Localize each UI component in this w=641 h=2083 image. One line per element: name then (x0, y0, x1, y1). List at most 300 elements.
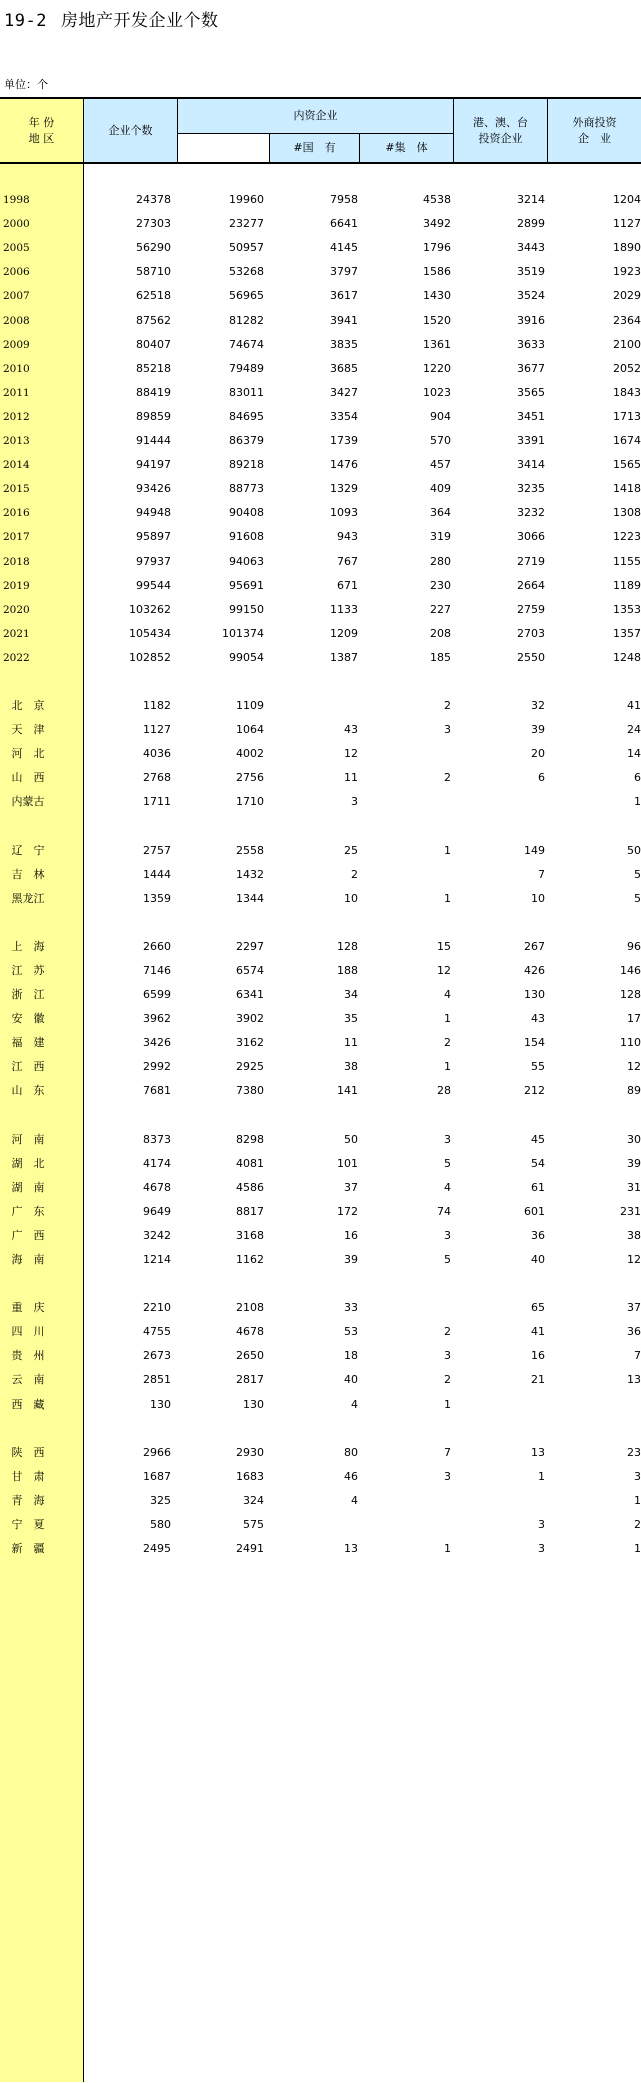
foreign-header-line2: 企 业 (578, 131, 611, 145)
region-row (0, 1515, 641, 1535)
region-row (0, 1370, 641, 1390)
year-row (0, 214, 641, 234)
region-label: 吉 林 (11, 868, 45, 881)
table-cell: 3797 (330, 265, 358, 278)
table-cell: 2992 (143, 1060, 171, 1073)
table-cell: 3962 (143, 1012, 171, 1025)
table-cell: 230 (430, 579, 451, 592)
table-cell: 2756 (236, 771, 264, 784)
table-cell: 2757 (143, 844, 171, 857)
table-cell: 6341 (236, 988, 264, 1001)
year-row (0, 359, 641, 379)
table-cell: 1155 (613, 555, 641, 568)
table-cell: 2719 (517, 555, 545, 568)
table-cell: 3427 (330, 386, 358, 399)
table-cell: 88419 (136, 386, 171, 399)
region-label: 宁 夏 (11, 1518, 45, 1531)
table-cell: 1586 (423, 265, 451, 278)
table-cell: 15 (437, 940, 451, 953)
year-row (0, 335, 641, 355)
year-row (0, 552, 641, 572)
table-cell: 130 (150, 1398, 171, 1411)
table-cell: 24378 (136, 193, 171, 206)
table-cell: 2 (444, 1373, 451, 1386)
region-label: 江 苏 (11, 964, 45, 977)
table-cell: 146 (620, 964, 641, 977)
table-cell: 1 (444, 844, 451, 857)
header-divider (83, 99, 84, 162)
table-cell: 943 (337, 530, 358, 543)
region-row (0, 696, 641, 716)
table-cell: 41 (627, 699, 641, 712)
table-cell: 2899 (517, 217, 545, 230)
table-cell: 1796 (423, 241, 451, 254)
region-label: 河 南 (11, 1133, 45, 1146)
year-region-header (0, 99, 83, 162)
table-cell: 2817 (236, 1373, 264, 1386)
table-cell: 6641 (330, 217, 358, 230)
year-label: 2013 (3, 435, 30, 447)
table-cell: 94063 (229, 555, 264, 568)
table-cell: 1133 (330, 603, 358, 616)
table-cell: 96 (627, 940, 641, 953)
region-row (0, 937, 641, 957)
table-cell: 84695 (229, 410, 264, 423)
table-cell: 1209 (330, 627, 358, 640)
table-number: 19-2 (4, 11, 47, 31)
table-cell: 45 (531, 1133, 545, 1146)
region-label: 福 建 (11, 1036, 45, 1049)
year-label: 2015 (3, 483, 30, 495)
table-cell: 21 (531, 1373, 545, 1386)
table-cell: 94197 (136, 458, 171, 471)
table-cell: 10 (344, 892, 358, 905)
table-cell: 1476 (330, 458, 358, 471)
region-row (0, 1009, 641, 1029)
table-cell: 2108 (236, 1301, 264, 1314)
table-cell: 1127 (143, 723, 171, 736)
table-cell: 89218 (229, 458, 264, 471)
table-cell: 319 (430, 530, 451, 543)
year-label: 2018 (3, 556, 30, 568)
region-row (0, 1178, 641, 1198)
region-label: 天 津 (11, 723, 45, 736)
region-label: 河 北 (11, 747, 45, 760)
table-cell: 2297 (236, 940, 264, 953)
region-row (0, 768, 641, 788)
header-divider (453, 99, 454, 162)
region-row (0, 1539, 641, 1559)
year-row (0, 479, 641, 499)
year-label: 2010 (3, 363, 30, 375)
table-cell: 3633 (517, 338, 545, 351)
table-cell: 34 (344, 988, 358, 1001)
table-cell: 3 (444, 1349, 451, 1362)
table-cell: 12 (627, 1253, 641, 1266)
hmt-header (454, 99, 547, 162)
table-cell: 767 (337, 555, 358, 568)
region-label: 西 藏 (11, 1398, 45, 1411)
region-row (0, 1202, 641, 1222)
table-cell: 3162 (236, 1036, 264, 1049)
year-row (0, 527, 641, 547)
table-cell: 601 (524, 1205, 545, 1218)
table-cell: 94948 (136, 506, 171, 519)
region-row (0, 1346, 641, 1366)
table-cell: 7 (444, 1446, 451, 1459)
year-label: 2008 (3, 315, 30, 327)
table-cell: 7958 (330, 193, 358, 206)
table-cell: 1220 (423, 362, 451, 375)
table-cell: 2052 (613, 362, 641, 375)
region-label: 黑龙江 (11, 892, 45, 905)
table-cell: 6 (538, 771, 545, 784)
table-cell: 38 (627, 1229, 641, 1242)
table-cell: 12 (437, 964, 451, 977)
year-row (0, 600, 641, 620)
header-divider (270, 133, 271, 134)
table-cell: 904 (430, 410, 451, 423)
table-cell: 4755 (143, 1325, 171, 1338)
table-cell: 46 (344, 1470, 358, 1483)
domestic-header: 内资企业 (178, 99, 453, 133)
table-cell: 50 (344, 1133, 358, 1146)
table-cell: 2925 (236, 1060, 264, 1073)
table-cell: 37 (344, 1181, 358, 1194)
table-cell: 364 (430, 506, 451, 519)
table-cell: 6599 (143, 988, 171, 1001)
table-cell: 4174 (143, 1157, 171, 1170)
table-cell: 53268 (229, 265, 264, 278)
region-label: 湖 南 (11, 1181, 45, 1194)
table-cell: 4586 (236, 1181, 264, 1194)
table-cell: 25 (344, 844, 358, 857)
table-cell: 41 (531, 1325, 545, 1338)
table-cell: 5 (634, 892, 641, 905)
region-label: 湖 北 (11, 1157, 45, 1170)
region-row (0, 1491, 641, 1511)
table-cell: 1710 (236, 795, 264, 808)
table-cell: 1 (444, 1012, 451, 1025)
table-cell: 1189 (613, 579, 641, 592)
table-cell: 1 (634, 1494, 641, 1507)
table-cell: 53 (344, 1325, 358, 1338)
table-cell: 1162 (236, 1253, 264, 1266)
table-cell: 85218 (136, 362, 171, 375)
table-cell: 3426 (143, 1036, 171, 1049)
table-cell: 3 (444, 1470, 451, 1483)
table-cell: 36 (531, 1229, 545, 1242)
table-cell: 6 (634, 771, 641, 784)
table-cell: 90408 (229, 506, 264, 519)
region-label: 新 疆 (11, 1542, 45, 1555)
table-cell: 3214 (517, 193, 545, 206)
year-label: 2011 (3, 387, 30, 399)
table-cell: 3232 (517, 506, 545, 519)
table-cell: 39 (344, 1253, 358, 1266)
table-cell: 2660 (143, 940, 171, 953)
table-cell: 7681 (143, 1084, 171, 1097)
table-cell: 19960 (229, 193, 264, 206)
table-cell: 1344 (236, 892, 264, 905)
table-cell: 88773 (229, 482, 264, 495)
table-cell: 1204 (613, 193, 641, 206)
table-cell: 97937 (136, 555, 171, 568)
table-cell: 56290 (136, 241, 171, 254)
table-cell: 1444 (143, 868, 171, 881)
data-table (0, 97, 641, 2082)
table-cell: 575 (243, 1518, 264, 1531)
table-cell: 74 (437, 1205, 451, 1218)
table-cell: 2364 (613, 314, 641, 327)
year-row (0, 648, 641, 668)
table-cell: 1 (634, 795, 641, 808)
year-label: 2019 (3, 580, 30, 592)
table-cell: 2495 (143, 1542, 171, 1555)
foreign-header-line1: 外商投资 (572, 115, 617, 129)
table-cell: 2768 (143, 771, 171, 784)
table-cell: 409 (430, 482, 451, 495)
table-cell: 3235 (517, 482, 545, 495)
table-cell: 1308 (613, 506, 641, 519)
table-cell: 1418 (613, 482, 641, 495)
table-cell: 80407 (136, 338, 171, 351)
header-divider (269, 133, 270, 162)
table-cell: 58710 (136, 265, 171, 278)
table-cell: 1923 (613, 265, 641, 278)
table-cell: 1329 (330, 482, 358, 495)
table-cell: 1739 (330, 434, 358, 447)
table-cell: 89 (627, 1084, 641, 1097)
table-cell: 93426 (136, 482, 171, 495)
table-cell: 1223 (613, 530, 641, 543)
table-cell: 43 (344, 723, 358, 736)
table-cell: 4 (444, 1181, 451, 1194)
hmt-header-line1: 港、澳、台 (473, 115, 528, 129)
table-cell: 99054 (229, 651, 264, 664)
table-cell: 231 (620, 1205, 641, 1218)
table-cell: 2930 (236, 1446, 264, 1459)
table-cell: 1357 (613, 627, 641, 640)
region-label: 云 南 (11, 1373, 45, 1386)
table-cell: 2 (634, 1518, 641, 1531)
table-cell: 3 (351, 795, 358, 808)
region-label: 海 南 (11, 1253, 45, 1266)
header-divider (359, 133, 360, 162)
region-label: 广 西 (11, 1229, 45, 1242)
table-cell: 37 (627, 1301, 641, 1314)
table-cell: 2 (444, 1036, 451, 1049)
year-label: 2020 (3, 604, 30, 616)
region-label: 青 海 (11, 1494, 45, 1507)
table-cell: 1430 (423, 289, 451, 302)
table-cell: 3242 (143, 1229, 171, 1242)
table-cell: 13 (531, 1446, 545, 1459)
table-cell: 426 (524, 964, 545, 977)
region-label: 北 京 (11, 699, 45, 712)
table-cell: 3492 (423, 217, 451, 230)
table-cell: 2550 (517, 651, 545, 664)
table-cell: 580 (150, 1518, 171, 1531)
table-cell: 101 (337, 1157, 358, 1170)
year-row (0, 407, 641, 427)
table-cell: 1093 (330, 506, 358, 519)
table-cell: 3443 (517, 241, 545, 254)
table-cell: 5 (634, 868, 641, 881)
region-row (0, 1033, 641, 1053)
region-row (0, 1057, 641, 1077)
region-row (0, 1322, 641, 1342)
region-row (0, 961, 641, 981)
table-cell: 62518 (136, 289, 171, 302)
table-cell: 3 (444, 723, 451, 736)
table-cell: 1 (444, 1542, 451, 1555)
table-cell: 16 (344, 1229, 358, 1242)
year-label: 2006 (3, 266, 30, 278)
table-cell: 2673 (143, 1349, 171, 1362)
table-cell: 105434 (129, 627, 171, 640)
year-label: 2005 (3, 242, 30, 254)
table-cell: 1127 (613, 217, 641, 230)
year-row (0, 311, 641, 331)
table-cell: 3 (538, 1542, 545, 1555)
foreign-header (548, 99, 641, 162)
table-cell: 227 (430, 603, 451, 616)
header-divider (178, 133, 453, 134)
region-row (0, 889, 641, 909)
header-divider (177, 99, 178, 162)
table-cell: 2650 (236, 1349, 264, 1362)
region-label: 陕 西 (11, 1446, 45, 1459)
table-cell: 81282 (229, 314, 264, 327)
table-cell: 1711 (143, 795, 171, 808)
year-row (0, 624, 641, 644)
table-cell: 5 (444, 1157, 451, 1170)
table-cell: 7 (538, 868, 545, 881)
table-header (0, 97, 641, 164)
table-cell: 1432 (236, 868, 264, 881)
table-cell: 61 (531, 1181, 545, 1194)
table-cell: 20 (531, 747, 545, 760)
table-cell: 40 (531, 1253, 545, 1266)
table-cell: 3677 (517, 362, 545, 375)
table-cell: 2100 (613, 338, 641, 351)
table-cell: 188 (337, 964, 358, 977)
table-cell: 2210 (143, 1301, 171, 1314)
region-label: 江 西 (11, 1060, 45, 1073)
table-cell: 11 (344, 1036, 358, 1049)
table-cell: 31 (627, 1181, 641, 1194)
table-cell: 3 (538, 1518, 545, 1531)
table-cell: 28 (437, 1084, 451, 1097)
table-cell: 1248 (613, 651, 641, 664)
table-cell: 2029 (613, 289, 641, 302)
region-label: 安 徽 (11, 1012, 45, 1025)
table-cell: 13 (627, 1373, 641, 1386)
table-cell: 4 (351, 1398, 358, 1411)
table-cell: 50957 (229, 241, 264, 254)
table-cell: 2703 (517, 627, 545, 640)
table-cell: 1890 (613, 241, 641, 254)
table-cell: 16 (531, 1349, 545, 1362)
region-row (0, 1443, 641, 1463)
page-title (4, 6, 218, 31)
year-label: 2007 (3, 290, 30, 302)
table-cell: 1 (634, 1542, 641, 1555)
table-cell: 1109 (236, 699, 264, 712)
table-cell: 56965 (229, 289, 264, 302)
year-label: 2021 (3, 628, 30, 640)
region-row (0, 1130, 641, 1150)
table-cell: 91608 (229, 530, 264, 543)
table-cell: 185 (430, 651, 451, 664)
year-label: 2000 (3, 218, 30, 230)
table-cell: 671 (337, 579, 358, 592)
table-cell: 39 (531, 723, 545, 736)
region-row (0, 1154, 641, 1174)
region-label: 广 东 (11, 1205, 45, 1218)
region-label: 贵 州 (11, 1349, 45, 1362)
table-cell: 1 (444, 1398, 451, 1411)
table-cell: 130 (524, 988, 545, 1001)
table-cell: 79489 (229, 362, 264, 375)
table-cell: 1359 (143, 892, 171, 905)
table-cell: 65 (531, 1301, 545, 1314)
table-cell: 3066 (517, 530, 545, 543)
table-cell: 3916 (517, 314, 545, 327)
table-cell: 6574 (236, 964, 264, 977)
table-cell: 212 (524, 1084, 545, 1097)
table-cell: 130 (243, 1398, 264, 1411)
table-cell: 1683 (236, 1470, 264, 1483)
table-cell: 32 (531, 699, 545, 712)
region-row (0, 1298, 641, 1318)
table-cell: 3941 (330, 314, 358, 327)
table-cell: 110 (620, 1036, 641, 1049)
table-cell: 172 (337, 1205, 358, 1218)
table-cell: 12 (627, 1060, 641, 1073)
region-header: 地 区 (28, 131, 55, 145)
table-cell: 55 (531, 1060, 545, 1073)
table-cell: 1064 (236, 723, 264, 736)
table-cell: 23277 (229, 217, 264, 230)
table-cell: 83011 (229, 386, 264, 399)
region-label: 重 庆 (11, 1301, 45, 1314)
table-cell: 1361 (423, 338, 451, 351)
hmt-header-line2: 投资企业 (478, 131, 523, 145)
year-header: 年 份 (28, 115, 55, 129)
table-cell: 128 (337, 940, 358, 953)
table-cell: 80 (344, 1446, 358, 1459)
table-cell: 11 (344, 771, 358, 784)
table-cell: 1565 (613, 458, 641, 471)
table-cell: 4081 (236, 1157, 264, 1170)
table-cell: 103262 (129, 603, 171, 616)
table-cell: 3524 (517, 289, 545, 302)
table-title: 房地产开发企业个数 (60, 11, 219, 31)
table-cell: 324 (243, 1494, 264, 1507)
table-cell: 2 (444, 699, 451, 712)
table-cell: 3168 (236, 1229, 264, 1242)
table-cell: 1 (538, 1470, 545, 1483)
region-label: 辽 宁 (11, 844, 45, 857)
table-cell: 2851 (143, 1373, 171, 1386)
table-cell: 3 (444, 1133, 451, 1146)
table-cell: 86379 (229, 434, 264, 447)
table-cell: 74674 (229, 338, 264, 351)
table-cell: 33 (344, 1301, 358, 1314)
region-row (0, 1395, 641, 1415)
